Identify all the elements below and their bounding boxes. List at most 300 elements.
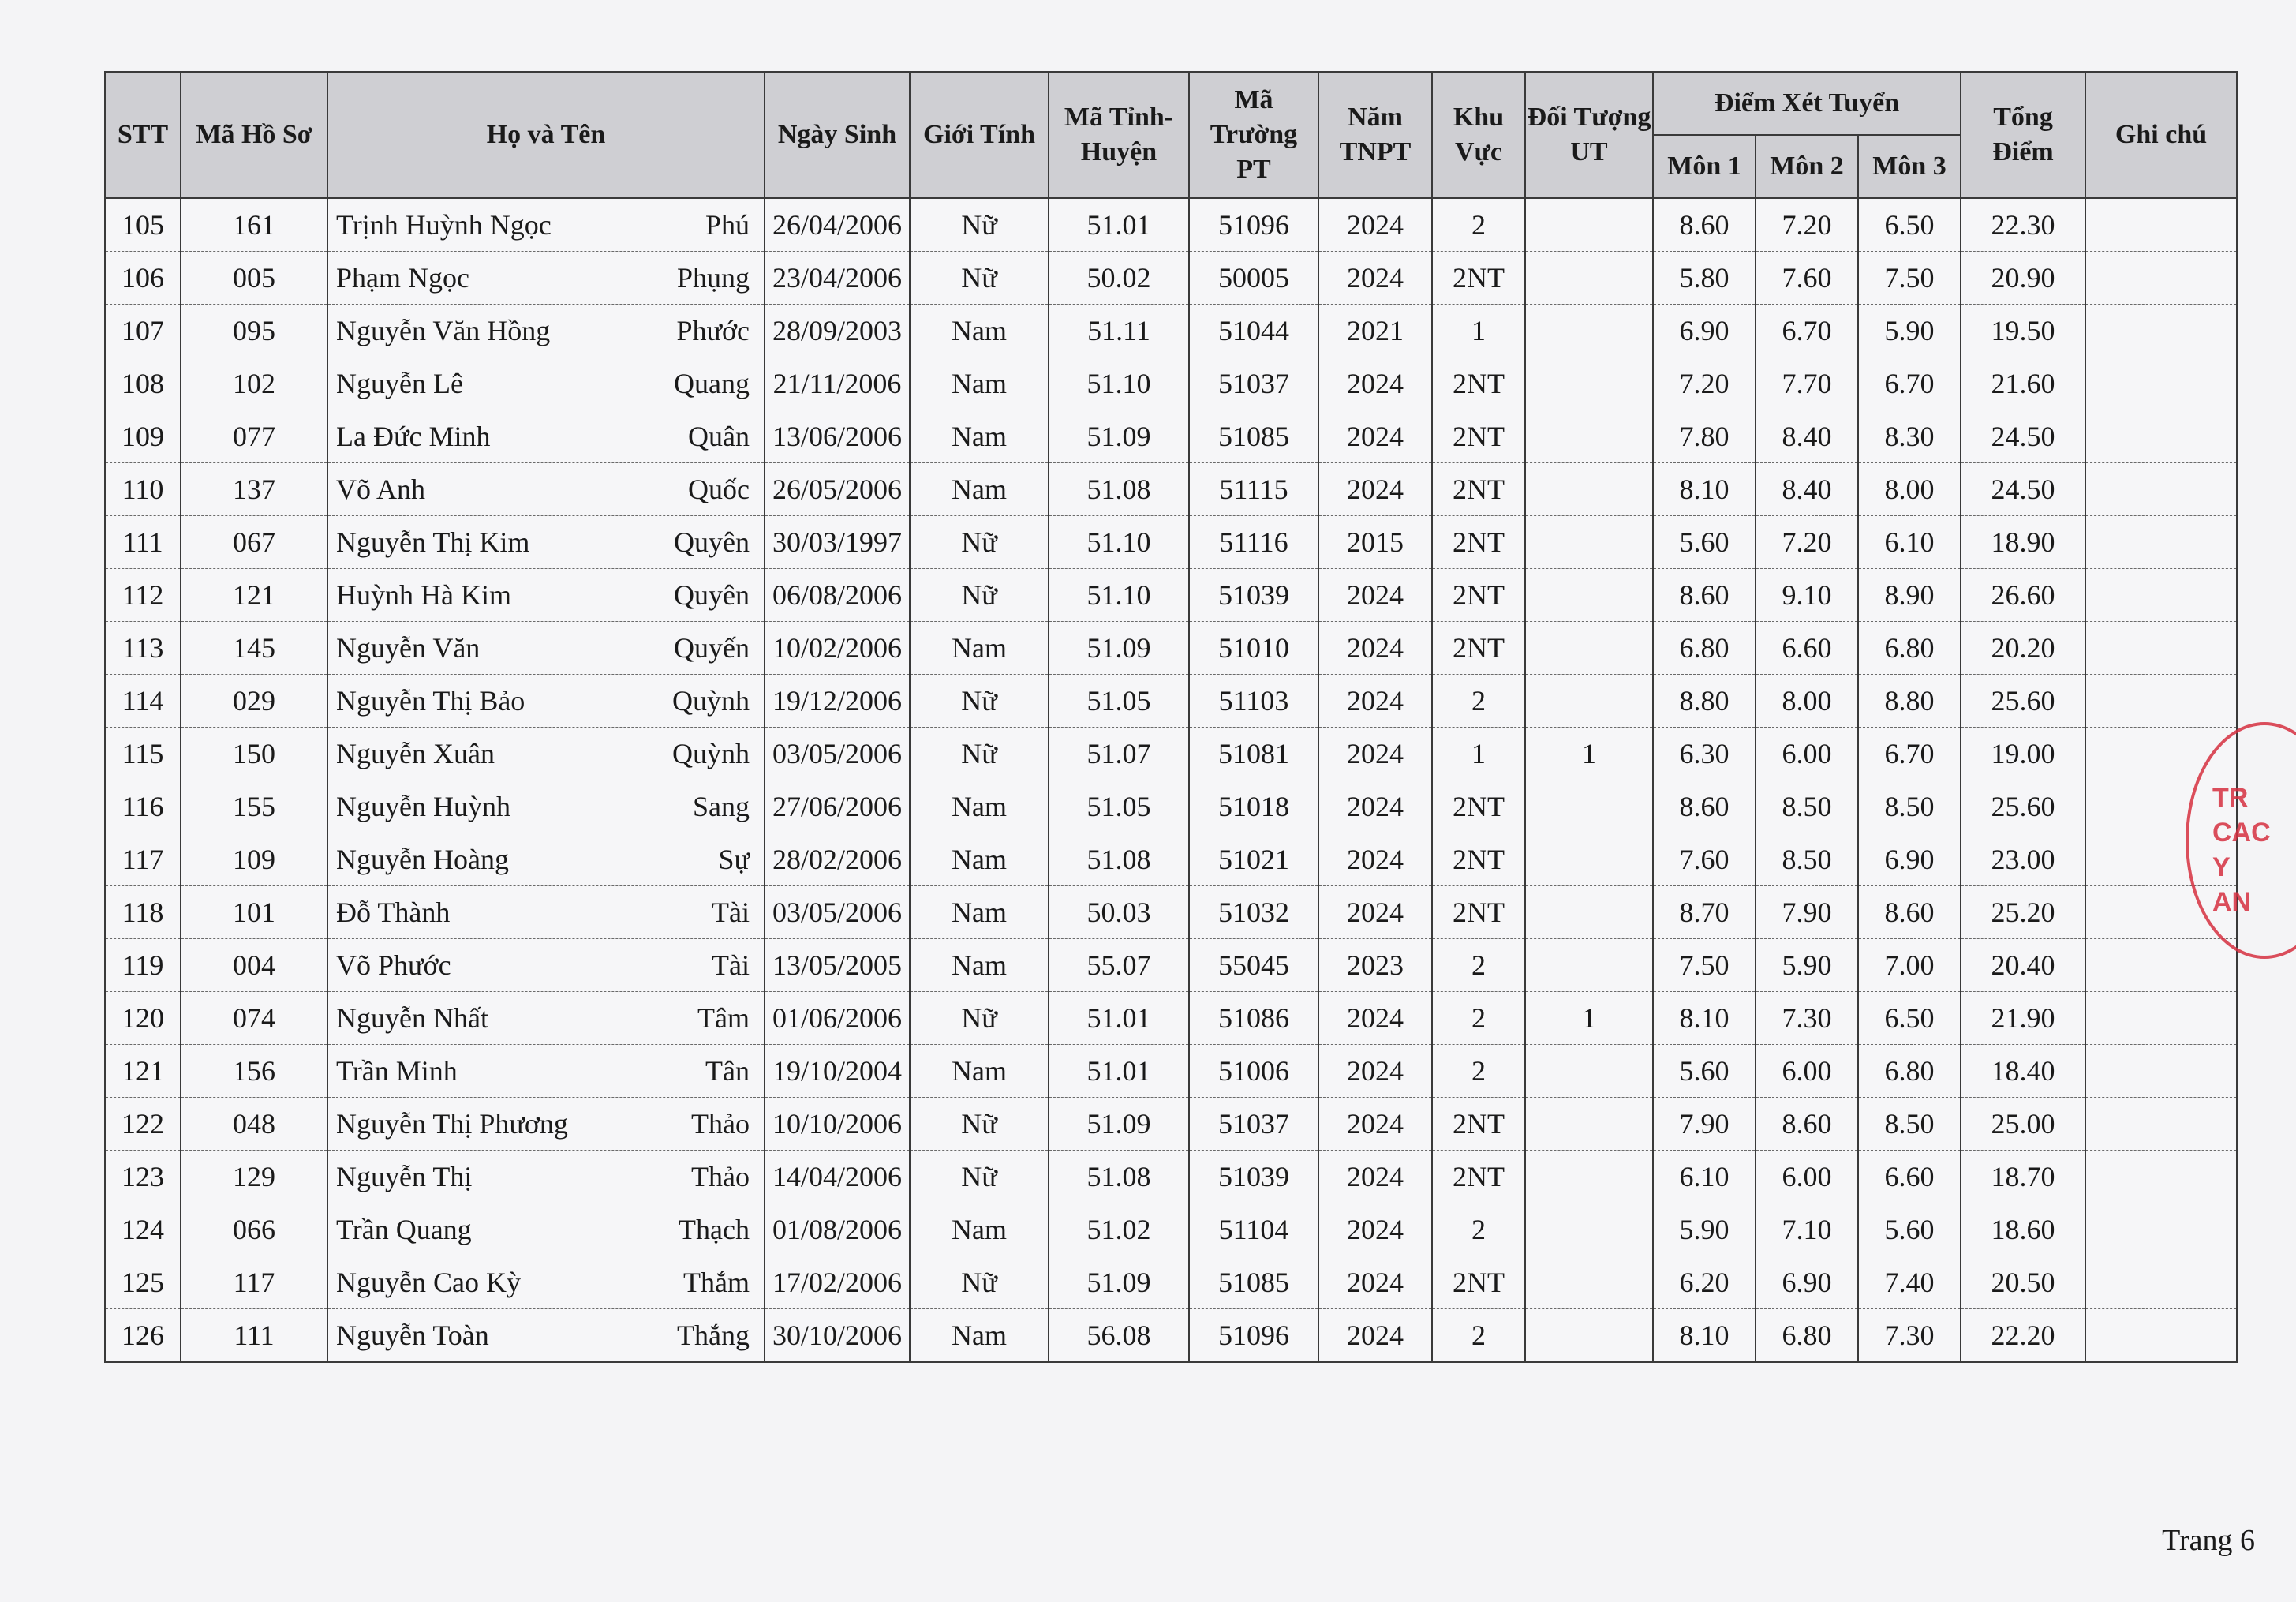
cell-nam-tnpt: 2024 [1318,569,1432,622]
cell-ma-tinh-huyen: 51.01 [1049,1045,1189,1098]
cell-mon-1: 8.10 [1653,992,1756,1045]
header-stt: STT [105,72,181,198]
table-row [105,357,2237,410]
cell-doi-tuong-ut [1525,833,1653,886]
header-ma-truong-pt: Mã Trường PT [1189,72,1318,198]
cell-nam-tnpt: 2024 [1318,992,1432,1045]
cell-gioi-tinh: Nam [910,780,1049,833]
cell-nam-tnpt: 2024 [1318,728,1432,780]
cell-mon-3: 6.80 [1858,1045,1961,1098]
stamp-text-line: AN [2212,887,2252,917]
cell-mon-2: 6.00 [1756,728,1858,780]
cell-ho: Nguyễn Lê [336,368,463,399]
cell-ma-tinh-huyen: 50.02 [1049,252,1189,305]
cell-mon-2: 9.10 [1756,569,1858,622]
cell-mon-1: 6.80 [1653,622,1756,675]
cell-mon-1: 6.30 [1653,728,1756,780]
cell-ten: Quân [688,421,750,452]
cell-ho-va-ten [327,305,765,357]
header-mon-3: Môn 3 [1858,135,1961,198]
cell-ghi-chu [2085,198,2237,252]
cell-ma-ho-so: 145 [181,622,327,675]
cell-ma-truong-pt: 51021 [1189,833,1318,886]
header-khu-vuc: Khu Vực [1432,72,1525,198]
cell-stt: 107 [105,305,181,357]
cell-gioi-tinh: Nam [910,1203,1049,1256]
cell-gioi-tinh: Nam [910,939,1049,992]
cell-doi-tuong-ut [1525,410,1653,463]
cell-mon-1: 8.80 [1653,675,1756,728]
cell-doi-tuong-ut [1525,780,1653,833]
cell-ho-va-ten [327,1203,765,1256]
cell-khu-vuc: 2NT [1432,1151,1525,1203]
cell-ho: Nguyễn Thị [336,1161,473,1192]
cell-ma-ho-so: 109 [181,833,327,886]
cell-ho-va-ten [327,622,765,675]
cell-stt: 124 [105,1203,181,1256]
cell-ho-va-ten [327,1256,765,1309]
cell-mon-3: 8.50 [1858,780,1961,833]
cell-doi-tuong-ut [1525,1045,1653,1098]
table-row [105,305,2237,357]
cell-ngay-sinh: 03/05/2006 [765,728,910,780]
table-row [105,886,2237,939]
cell-ho: Nguyễn Văn [336,632,481,664]
cell-ten: Thảo [691,1108,750,1140]
cell-mon-2: 8.50 [1756,833,1858,886]
cell-ma-ho-so: 102 [181,357,327,410]
cell-ho: Nguyễn Thị Kim [336,526,530,558]
cell-ma-truong-pt: 51104 [1189,1203,1318,1256]
cell-khu-vuc: 2 [1432,1309,1525,1363]
cell-doi-tuong-ut [1525,939,1653,992]
cell-mon-3: 6.50 [1858,198,1961,252]
cell-ma-tinh-huyen: 51.01 [1049,198,1189,252]
cell-khu-vuc: 2 [1432,198,1525,252]
table-row [105,833,2237,886]
cell-ma-ho-so: 067 [181,516,327,569]
cell-ma-truong-pt: 51086 [1189,992,1318,1045]
cell-ngay-sinh: 28/09/2003 [765,305,910,357]
cell-mon-3: 6.50 [1858,992,1961,1045]
cell-ten: Tài [712,949,750,981]
cell-ma-truong-pt: 51044 [1189,305,1318,357]
cell-ghi-chu [2085,569,2237,622]
cell-mon-2: 6.60 [1756,622,1858,675]
cell-mon-3: 8.00 [1858,463,1961,516]
cell-doi-tuong-ut [1525,1151,1653,1203]
table-header [105,72,2237,198]
cell-stt: 110 [105,463,181,516]
cell-ghi-chu [2085,1045,2237,1098]
cell-mon-1: 7.20 [1653,357,1756,410]
cell-ghi-chu [2085,939,2237,992]
cell-tong-diem: 20.90 [1961,252,2085,305]
cell-ngay-sinh: 10/02/2006 [765,622,910,675]
cell-tong-diem: 25.20 [1961,886,2085,939]
cell-tong-diem: 18.60 [1961,1203,2085,1256]
cell-ghi-chu [2085,1098,2237,1151]
cell-ho: Nguyễn Nhất [336,1002,488,1034]
cell-ten: Quốc [688,473,750,505]
cell-ten: Phước [676,315,750,346]
cell-mon-3: 7.00 [1858,939,1961,992]
cell-ngay-sinh: 19/10/2004 [765,1045,910,1098]
stamp-text-line: CAC [2212,818,2271,848]
cell-doi-tuong-ut [1525,305,1653,357]
cell-ngay-sinh: 13/05/2005 [765,939,910,992]
cell-ngay-sinh: 30/03/1997 [765,516,910,569]
cell-tong-diem: 21.90 [1961,992,2085,1045]
cell-stt: 114 [105,675,181,728]
cell-ten: Thảo [691,1161,750,1192]
cell-tong-diem: 19.50 [1961,305,2085,357]
table-row [105,1256,2237,1309]
cell-gioi-tinh: Nam [910,833,1049,886]
cell-mon-1: 5.60 [1653,516,1756,569]
admission-results-table [104,71,2238,1363]
page-number: Trang 6 [2162,1524,2255,1557]
table-row [105,1203,2237,1256]
cell-mon-3: 6.10 [1858,516,1961,569]
cell-mon-2: 7.90 [1756,886,1858,939]
cell-tong-diem: 26.60 [1961,569,2085,622]
cell-stt: 118 [105,886,181,939]
cell-gioi-tinh: Nam [910,1045,1049,1098]
cell-mon-1: 8.70 [1653,886,1756,939]
cell-stt: 121 [105,1045,181,1098]
cell-ngay-sinh: 28/02/2006 [765,833,910,886]
cell-ngay-sinh: 17/02/2006 [765,1256,910,1309]
cell-mon-3: 5.90 [1858,305,1961,357]
cell-mon-1: 7.50 [1653,939,1756,992]
cell-ho: Trần Quang [336,1214,472,1245]
cell-nam-tnpt: 2021 [1318,305,1432,357]
cell-ho: Đỗ Thành [336,896,451,928]
cell-ma-ho-so: 117 [181,1256,327,1309]
cell-ngay-sinh: 19/12/2006 [765,675,910,728]
cell-ho: Nguyễn Toàn [336,1319,489,1351]
cell-nam-tnpt: 2024 [1318,1309,1432,1363]
cell-ten: Thạch [679,1214,750,1245]
cell-tong-diem: 18.40 [1961,1045,2085,1098]
cell-ngay-sinh: 03/05/2006 [765,886,910,939]
cell-gioi-tinh: Nam [910,305,1049,357]
cell-mon-2: 8.60 [1756,1098,1858,1151]
cell-stt: 126 [105,1309,181,1363]
cell-stt: 123 [105,1151,181,1203]
cell-khu-vuc: 2NT [1432,357,1525,410]
cell-mon-2: 6.70 [1756,305,1858,357]
cell-mon-2: 5.90 [1756,939,1858,992]
cell-ma-tinh-huyen: 51.01 [1049,992,1189,1045]
cell-mon-1: 5.60 [1653,1045,1756,1098]
cell-ten: Sự [718,844,750,875]
cell-ma-ho-so: 066 [181,1203,327,1256]
cell-ghi-chu [2085,1309,2237,1363]
cell-doi-tuong-ut [1525,1098,1653,1151]
cell-mon-2: 6.80 [1756,1309,1858,1363]
cell-ghi-chu [2085,305,2237,357]
cell-khu-vuc: 2NT [1432,622,1525,675]
cell-ho: Phạm Ngọc [336,262,469,294]
cell-mon-3: 6.70 [1858,728,1961,780]
stamp-text-line: TR [2212,783,2249,813]
cell-ho: Võ Phước [336,949,451,981]
cell-ho-va-ten [327,833,765,886]
cell-mon-2: 8.40 [1756,463,1858,516]
cell-gioi-tinh: Nam [910,357,1049,410]
cell-tong-diem: 25.60 [1961,675,2085,728]
cell-ma-tinh-huyen: 51.09 [1049,1098,1189,1151]
cell-ho: Nguyễn Thị Phương [336,1108,568,1140]
cell-gioi-tinh: Nữ [910,1256,1049,1309]
cell-khu-vuc: 2NT [1432,410,1525,463]
cell-khu-vuc: 2NT [1432,252,1525,305]
cell-gioi-tinh: Nữ [910,198,1049,252]
cell-nam-tnpt: 2024 [1318,198,1432,252]
cell-ten: Tân [705,1055,750,1087]
cell-ma-ho-so: 150 [181,728,327,780]
header-ngay-sinh: Ngày Sinh [765,72,910,198]
cell-ma-truong-pt: 51096 [1189,1309,1318,1363]
cell-mon-2: 8.00 [1756,675,1858,728]
cell-nam-tnpt: 2024 [1318,833,1432,886]
cell-tong-diem: 18.70 [1961,1151,2085,1203]
cell-ghi-chu [2085,1256,2237,1309]
cell-nam-tnpt: 2015 [1318,516,1432,569]
cell-doi-tuong-ut [1525,1256,1653,1309]
cell-ma-truong-pt: 51032 [1189,886,1318,939]
cell-stt: 125 [105,1256,181,1309]
cell-mon-2: 7.60 [1756,252,1858,305]
cell-ma-tinh-huyen: 51.08 [1049,463,1189,516]
cell-mon-3: 6.90 [1858,833,1961,886]
cell-ma-ho-so: 155 [181,780,327,833]
cell-ma-ho-so: 004 [181,939,327,992]
cell-nam-tnpt: 2024 [1318,357,1432,410]
cell-ma-tinh-huyen: 51.10 [1049,357,1189,410]
cell-ho-va-ten [327,463,765,516]
cell-gioi-tinh: Nữ [910,516,1049,569]
table-row [105,1045,2237,1098]
cell-mon-1: 8.10 [1653,1309,1756,1363]
cell-gioi-tinh: Nữ [910,1151,1049,1203]
table-row [105,622,2237,675]
cell-ho-va-ten [327,569,765,622]
cell-mon-3: 5.60 [1858,1203,1961,1256]
cell-ghi-chu [2085,1151,2237,1203]
table-row [105,463,2237,516]
table-row [105,992,2237,1045]
cell-ghi-chu [2085,516,2237,569]
cell-tong-diem: 25.60 [1961,780,2085,833]
cell-ma-tinh-huyen: 51.09 [1049,410,1189,463]
cell-ma-ho-so: 077 [181,410,327,463]
cell-doi-tuong-ut [1525,886,1653,939]
cell-nam-tnpt: 2024 [1318,1098,1432,1151]
cell-ma-ho-so: 029 [181,675,327,728]
cell-ten: Tâm [697,1002,750,1034]
cell-khu-vuc: 2NT [1432,886,1525,939]
cell-khu-vuc: 2 [1432,939,1525,992]
cell-nam-tnpt: 2024 [1318,780,1432,833]
cell-ho-va-ten [327,780,765,833]
cell-gioi-tinh: Nam [910,622,1049,675]
cell-ma-ho-so: 129 [181,1151,327,1203]
cell-ghi-chu [2085,410,2237,463]
table-body [105,198,2237,1362]
cell-doi-tuong-ut [1525,463,1653,516]
cell-ngay-sinh: 23/04/2006 [765,252,910,305]
cell-ho-va-ten [327,410,765,463]
cell-ho-va-ten [327,939,765,992]
cell-khu-vuc: 1 [1432,305,1525,357]
cell-ho-va-ten [327,198,765,252]
cell-ngay-sinh: 21/11/2006 [765,357,910,410]
cell-tong-diem: 20.20 [1961,622,2085,675]
cell-tong-diem: 25.00 [1961,1098,2085,1151]
cell-ma-tinh-huyen: 51.08 [1049,833,1189,886]
cell-ma-ho-so: 137 [181,463,327,516]
cell-mon-3: 7.30 [1858,1309,1961,1363]
cell-ho-va-ten [327,357,765,410]
cell-doi-tuong-ut [1525,675,1653,728]
cell-ma-truong-pt: 51010 [1189,622,1318,675]
cell-khu-vuc: 2NT [1432,1256,1525,1309]
cell-stt: 113 [105,622,181,675]
cell-ho-va-ten [327,1151,765,1203]
cell-stt: 105 [105,198,181,252]
cell-nam-tnpt: 2024 [1318,622,1432,675]
cell-ten: Tài [712,896,750,928]
cell-ma-truong-pt: 51096 [1189,198,1318,252]
cell-stt: 117 [105,833,181,886]
cell-tong-diem: 24.50 [1961,410,2085,463]
cell-ma-ho-so: 074 [181,992,327,1045]
cell-ho-va-ten [327,1045,765,1098]
cell-ho: Nguyễn Hoàng [336,844,509,875]
cell-mon-1: 5.90 [1653,1203,1756,1256]
cell-stt: 108 [105,357,181,410]
cell-ma-ho-so: 156 [181,1045,327,1098]
cell-ma-tinh-huyen: 51.05 [1049,675,1189,728]
cell-stt: 111 [105,516,181,569]
cell-stt: 109 [105,410,181,463]
cell-khu-vuc: 1 [1432,728,1525,780]
cell-ma-truong-pt: 51039 [1189,1151,1318,1203]
cell-ma-truong-pt: 51037 [1189,1098,1318,1151]
cell-ghi-chu [2085,992,2237,1045]
cell-ho: Nguyễn Cao Kỳ [336,1267,521,1298]
cell-ma-ho-so: 101 [181,886,327,939]
cell-ma-truong-pt: 51085 [1189,1256,1318,1309]
cell-mon-3: 8.90 [1858,569,1961,622]
cell-gioi-tinh: Nữ [910,252,1049,305]
header-nam-tnpt: Năm TNPT [1318,72,1432,198]
cell-ghi-chu [2085,463,2237,516]
cell-gioi-tinh: Nam [910,463,1049,516]
cell-nam-tnpt: 2024 [1318,1151,1432,1203]
cell-ma-tinh-huyen: 56.08 [1049,1309,1189,1363]
cell-doi-tuong-ut: 1 [1525,728,1653,780]
table-row [105,780,2237,833]
cell-ten: Quỳnh [672,685,750,717]
cell-khu-vuc: 2 [1432,992,1525,1045]
cell-ngay-sinh: 01/06/2006 [765,992,910,1045]
cell-ten: Quang [674,368,750,399]
cell-ho-va-ten [327,728,765,780]
cell-ten: Quỳnh [672,738,750,769]
cell-mon-1: 8.60 [1653,780,1756,833]
header-diem-xet-tuyen: Điểm Xét Tuyển [1653,72,1961,135]
table-row [105,675,2237,728]
table-row [105,569,2237,622]
cell-gioi-tinh: Nữ [910,992,1049,1045]
cell-ho: Nguyễn Văn Hồng [336,315,551,346]
cell-gioi-tinh: Nam [910,410,1049,463]
cell-ten: Thắng [677,1319,750,1351]
table-row [105,1151,2237,1203]
cell-ngay-sinh: 14/04/2006 [765,1151,910,1203]
cell-mon-1: 7.90 [1653,1098,1756,1151]
cell-ma-tinh-huyen: 51.10 [1049,516,1189,569]
cell-ma-tinh-huyen: 51.05 [1049,780,1189,833]
header-ghi-chu: Ghi chú [2085,72,2237,198]
cell-mon-1: 8.60 [1653,198,1756,252]
cell-mon-1: 5.80 [1653,252,1756,305]
cell-gioi-tinh: Nữ [910,569,1049,622]
cell-ho-va-ten [327,1098,765,1151]
cell-mon-3: 8.80 [1858,675,1961,728]
table-row [105,410,2237,463]
cell-ma-truong-pt: 51006 [1189,1045,1318,1098]
cell-mon-2: 7.70 [1756,357,1858,410]
cell-ngay-sinh: 13/06/2006 [765,410,910,463]
cell-mon-2: 6.00 [1756,1045,1858,1098]
cell-khu-vuc: 2NT [1432,569,1525,622]
table-row [105,516,2237,569]
cell-stt: 115 [105,728,181,780]
cell-ho-va-ten [327,886,765,939]
cell-mon-3: 8.60 [1858,886,1961,939]
cell-ma-truong-pt: 51115 [1189,463,1318,516]
cell-gioi-tinh: Nam [910,886,1049,939]
cell-ho: Nguyễn Huỳnh [336,791,510,822]
cell-ten: Phụng [676,262,750,294]
header-mon-1: Môn 1 [1653,135,1756,198]
cell-mon-2: 8.50 [1756,780,1858,833]
cell-ho: Võ Anh [336,473,426,505]
header-ma-tinh-huyen: Mã Tỉnh-Huyện [1049,72,1189,198]
cell-ho: La Đức Minh [336,421,491,452]
cell-ma-truong-pt: 51018 [1189,780,1318,833]
header-tong-diem: Tổng Điểm [1961,72,2085,198]
cell-ma-ho-so: 161 [181,198,327,252]
cell-ho: Nguyễn Thị Bảo [336,685,525,717]
cell-tong-diem: 22.20 [1961,1309,2085,1363]
cell-khu-vuc: 2NT [1432,1098,1525,1151]
cell-mon-2: 7.10 [1756,1203,1858,1256]
cell-mon-3: 6.70 [1858,357,1961,410]
admission-results-sheet [104,71,2236,1363]
cell-ma-truong-pt: 51081 [1189,728,1318,780]
cell-nam-tnpt: 2024 [1318,252,1432,305]
cell-khu-vuc: 2 [1432,1203,1525,1256]
cell-ma-truong-pt: 51037 [1189,357,1318,410]
cell-ma-tinh-huyen: 51.08 [1049,1151,1189,1203]
cell-mon-1: 8.10 [1653,463,1756,516]
